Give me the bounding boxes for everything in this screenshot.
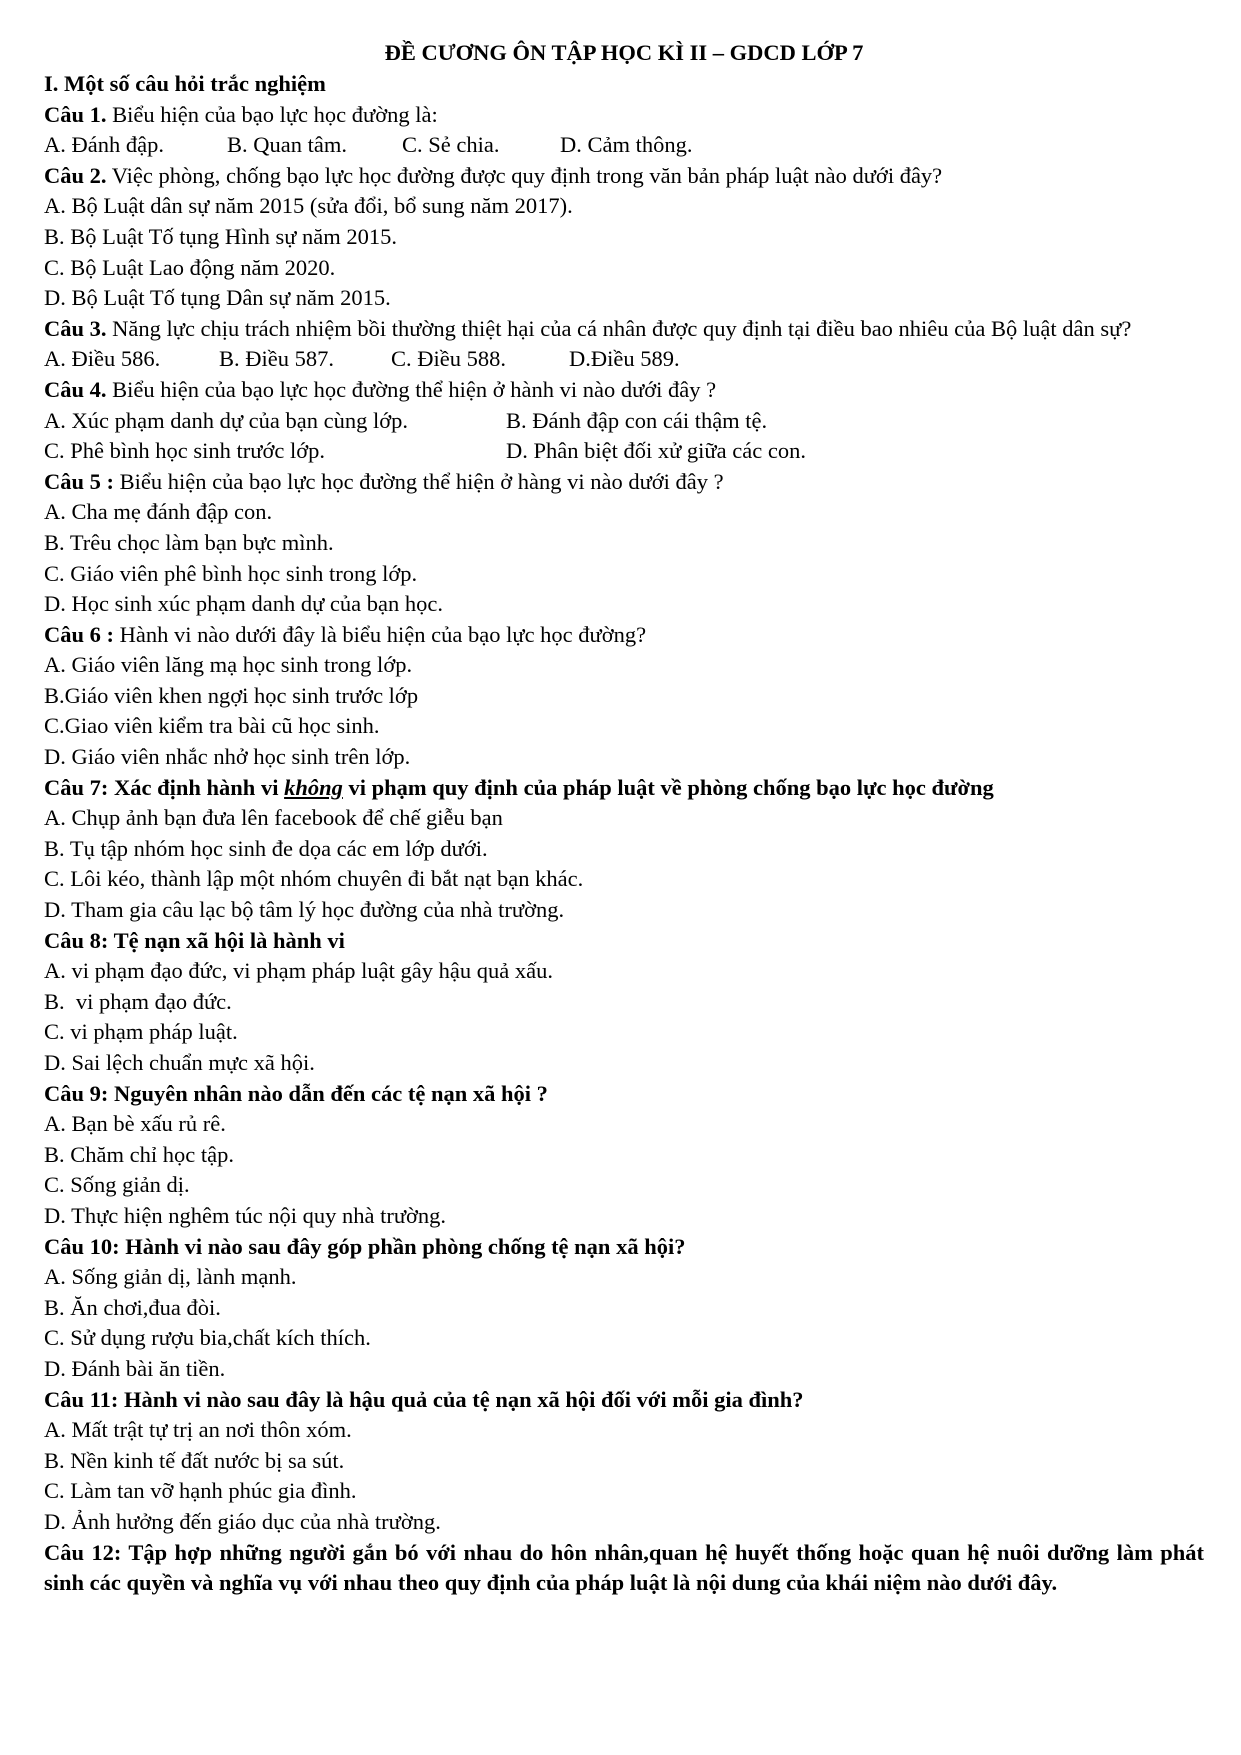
- question-2: [44, 161, 1204, 192]
- option-d: D. Học sinh xúc phạm danh dự của bạn học.: [44, 591, 443, 617]
- option-c: C. Sử dụng rượu bia,chất kích thích.: [44, 1325, 371, 1351]
- option-c: C.Giao viên kiểm tra bài cũ học sinh.: [44, 713, 380, 739]
- option-b: B. Chăm chỉ học tập.: [44, 1141, 234, 1167]
- option-b: B. Đánh đập con cái thậm tệ.: [506, 407, 768, 433]
- option-d: D. Bộ Luật Tố tụng Dân sự năm 2015.: [44, 285, 391, 311]
- question-4-options-2: [44, 436, 1204, 467]
- emphasis-word: không: [284, 774, 343, 800]
- option-c: C. Giáo viên phê bình học sinh trong lớp.: [44, 560, 418, 586]
- option-d: D. Ảnh hưởng đến giáo dục của nhà trường.: [44, 1508, 441, 1534]
- option-b: B. Tụ tập nhóm học sinh đe dọa các em lớp dưới.: [44, 835, 488, 861]
- question-3-options: [44, 344, 1204, 375]
- question-10: Câu 10: Hành vi nào sau đây góp phần phòng chống tệ nạn xã hội?: [44, 1233, 686, 1259]
- option-a: A. Xúc phạm danh dự của bạn cùng lớp.: [44, 407, 408, 433]
- question-12: Câu 12: Tập hợp những người gắn bó với nhau do hôn nhân,quan hệ huyết thống hoặc quan hệ nuôi dưỡng làm phát sinh các quyền và nghĩa vụ với nhau theo quy định của pháp luật là nội dung của khái niệm nào dưới đây.: [44, 1539, 1204, 1596]
- option-c: C. Phê bình học sinh trước lớp.: [44, 438, 325, 464]
- question-label: Câu 1.: [44, 101, 107, 127]
- option-a: A. Giáo viên lăng mạ học sinh trong lớp.: [44, 652, 413, 678]
- option-d: D. Cảm thông.: [560, 132, 693, 158]
- option-d: D.Điều 589.: [569, 346, 680, 372]
- document-page: [44, 38, 1204, 1599]
- option-a: A. Bộ Luật dân sự năm 2015 (sửa đổi, bổ sung năm 2017).: [44, 193, 573, 219]
- option-b: B.Giáo viên khen ngợi học sinh trước lớp: [44, 682, 419, 708]
- option-a: A. Cha mẹ đánh đập con.: [44, 499, 273, 525]
- section-heading: I. Một số câu hỏi trắc nghiệm: [44, 71, 326, 96]
- option-d: D. Phân biệt đối xử giữa các con.: [506, 438, 806, 464]
- option-a: A. Bạn bè xấu rủ rê.: [44, 1111, 226, 1137]
- option-b: B. Bộ Luật Tố tụng Hình sự năm 2015.: [44, 223, 398, 249]
- question-text-end: vi phạm quy định của pháp luật về phòng chống bạo lực học đường: [342, 774, 994, 800]
- option-d: D. Sai lệch chuẩn mực xã hội.: [44, 1050, 315, 1075]
- option-c: C. Sống giản dị.: [44, 1172, 190, 1198]
- option-a: A. Đánh đập.: [44, 132, 164, 158]
- question-9: Câu 9: Nguyên nhân nào dẫn đến các tệ nạn xã hội ?: [44, 1080, 548, 1106]
- question-label: Câu 2.: [44, 162, 107, 188]
- question-text: Hành vi nào dưới đây là biểu hiện của bạo lực học đường?: [114, 621, 647, 647]
- question-3: [44, 314, 1204, 345]
- option-a: A. Mất trật tự trị an nơi thôn xóm.: [44, 1417, 352, 1443]
- question-label: Câu 5 :: [44, 468, 115, 494]
- question-label: Câu 3.: [44, 315, 107, 341]
- question-1-options: [44, 130, 1204, 161]
- option-b: B. Trêu chọc làm bạn bực mình.: [44, 529, 334, 555]
- option-d: D. Đánh bài ăn tiền.: [44, 1355, 226, 1381]
- option-c: C. vi phạm pháp luật.: [44, 1019, 238, 1045]
- question-4: [44, 375, 1204, 406]
- option-c: C. Điều 588.: [391, 346, 506, 372]
- question-text: Việc phòng, chống bạo lực học đường được quy định trong văn bản pháp luật nào dưới đây?: [106, 162, 943, 188]
- option-d: D. Thực hiện nghêm túc nội quy nhà trường.: [44, 1202, 447, 1228]
- question-text: Biểu hiện của bạo lực học đường thể hiện ở hàng vi nào dưới đây ?: [114, 468, 724, 494]
- question-6: [44, 620, 1204, 651]
- option-b: B. Quan tâm.: [227, 132, 347, 158]
- question-text: Biểu hiện của bạo lực học đường là:: [106, 101, 438, 127]
- option-a: A. Sống giản dị, lành mạnh.: [44, 1264, 297, 1290]
- option-b: B. Nền kinh tế đất nước bị sa sút.: [44, 1447, 345, 1473]
- option-b: B. Điều 587.: [219, 346, 334, 372]
- option-b: B. vi phạm đạo đức.: [44, 988, 232, 1014]
- option-d: D. Giáo viên nhắc nhở học sinh trên lớp.: [44, 744, 411, 770]
- question-text: Biểu hiện của bạo lực học đường thể hiện ở hành vi nào dưới đây ?: [106, 376, 717, 402]
- question-8: Câu 8: Tệ nạn xã hội là hành vi: [44, 927, 345, 953]
- option-b: B. Ăn chơi,đua đòi.: [44, 1294, 221, 1320]
- question-label: Câu 6 :: [44, 621, 115, 647]
- option-c: C. Bộ Luật Lao động năm 2020.: [44, 254, 336, 280]
- question-7: [44, 773, 1204, 804]
- question-text: Năng lực chịu trách nhiệm bồi thường thiệt hại của cá nhân được quy định tại điều bao nhiêu của Bộ luật dân sự?: [106, 315, 1132, 341]
- question-11: Câu 11: Hành vi nào sau đây là hậu quả của tệ nạn xã hội đối với mỗi gia đình?: [44, 1386, 804, 1412]
- option-c: C. Lôi kéo, thành lập một nhóm chuyên đi bắt nạt bạn khác.: [44, 866, 584, 892]
- option-a: A. Điều 586.: [44, 346, 161, 372]
- question-label: Câu 4.: [44, 376, 107, 402]
- document-title: ĐỀ CƯƠNG ÔN TẬP HỌC KÌ II – GDCD LỚP 7: [384, 40, 864, 65]
- question-4-options: [44, 406, 1204, 437]
- option-a: A. Chụp ảnh bạn đưa lên facebook để chế giễu bạn: [44, 805, 503, 831]
- question-1: [44, 100, 1204, 131]
- option-d: D. Tham gia câu lạc bộ tâm lý học đường của nhà trường.: [44, 897, 565, 923]
- question-5: [44, 467, 1204, 498]
- question-text: Câu 7: Xác định hành vi: [44, 774, 285, 800]
- option-a: A. vi phạm đạo đức, vi phạm pháp luật gây hậu quả xấu.: [44, 958, 553, 984]
- option-c: C. Làm tan vỡ hạnh phúc gia đình.: [44, 1478, 357, 1504]
- option-c: C. Sẻ chia.: [402, 132, 500, 158]
